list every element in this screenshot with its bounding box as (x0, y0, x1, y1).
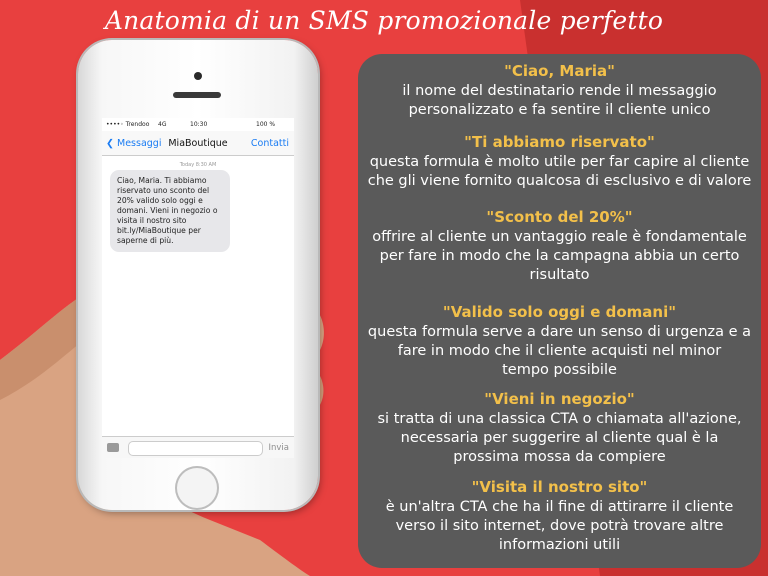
item-line: che gli viene fornito qualcosa di esclusivo e di valore (367, 173, 752, 189)
item-line: prossima mossa da compiere (453, 449, 666, 465)
chevron-left-icon: ❮ (106, 138, 114, 149)
home-button[interactable] (175, 466, 219, 510)
item-line: questa formula è molto utile per far capire al cliente (369, 154, 750, 170)
front-camera (194, 72, 202, 80)
item-line: si tratta di una classica CTA o chiamata all'azione, (377, 411, 742, 427)
list-item (358, 303, 761, 380)
contacts-button[interactable]: Contatti (250, 138, 289, 149)
list-item (358, 208, 761, 285)
item-line: il nome del destinatario rende il messaggio (402, 83, 717, 99)
item-line: è un'altra CTA che ha il fine di attirarre il cliente (385, 499, 734, 515)
list-item (358, 478, 761, 555)
item-line: offrire al cliente un vantaggio reale è fondamentale (372, 229, 747, 245)
status-bar (102, 118, 294, 130)
item-line: per fare in modo che la campagna abbia un certo (379, 248, 740, 264)
message-timestamp: Today 8:30 AM (179, 162, 217, 168)
clock: 10:30 (190, 121, 208, 128)
page-title: Anatomia di un SMS promozionale perfetto (104, 6, 664, 35)
network: 4G (158, 121, 167, 128)
item-line: personalizzato e fa sentire il cliente unico (408, 102, 711, 118)
message-bubble: Ciao, Maria. Ti abbiamo riservato uno sconto del 20% valido solo oggi e domani. Vieni in negozio o visita il nostro sito bit.ly/MiaBoutique per saperne di più. (110, 170, 230, 252)
item-line: necessaria per suggerire al cliente qual è la (400, 430, 719, 446)
item-heading: "Visita il nostro sito" (471, 478, 648, 496)
item-body (358, 228, 761, 285)
item-heading: "Vieni in negozio" (484, 390, 635, 408)
item-heading: "Ciao, Maria" (504, 62, 615, 80)
item-line: informazioni utili (498, 537, 621, 553)
item-body (358, 323, 761, 380)
item-line: verso il sito internet, dove potrà trovare altre (395, 518, 724, 534)
compose-bar (102, 436, 294, 458)
item-line: risultato (529, 267, 590, 283)
item-body (358, 498, 761, 555)
message-input[interactable] (128, 441, 263, 456)
item-line: fare in modo che il cliente acquisti nel minor (397, 343, 722, 359)
list-item (358, 62, 761, 120)
item-body (358, 82, 761, 120)
item-heading: "Sconto del 20%" (486, 208, 633, 226)
camera-icon[interactable] (107, 443, 119, 452)
speaker (173, 92, 221, 98)
messages-nav-bar (102, 131, 294, 156)
phone-screen (102, 118, 294, 458)
item-body (358, 153, 761, 191)
battery: 100 % (256, 121, 276, 128)
item-line: tempo possibile (502, 362, 617, 378)
list-item (358, 390, 761, 467)
explanation-panel (358, 54, 761, 568)
phone (78, 40, 318, 510)
conversation-title: MiaBoutique (168, 138, 228, 149)
item-heading: "Ti abbiamo riservato" (464, 133, 655, 151)
send-button[interactable]: Invia (268, 443, 289, 453)
item-body (358, 410, 761, 467)
carrier: ••••◦ Trendoo (106, 121, 150, 128)
back-label: Messaggi (117, 138, 162, 149)
item-heading: "Valido solo oggi e domani" (442, 303, 677, 321)
item-line: questa formula serve a dare un senso di urgenza e a (367, 324, 752, 340)
list-item (358, 133, 761, 191)
back-button[interactable] (106, 138, 161, 149)
